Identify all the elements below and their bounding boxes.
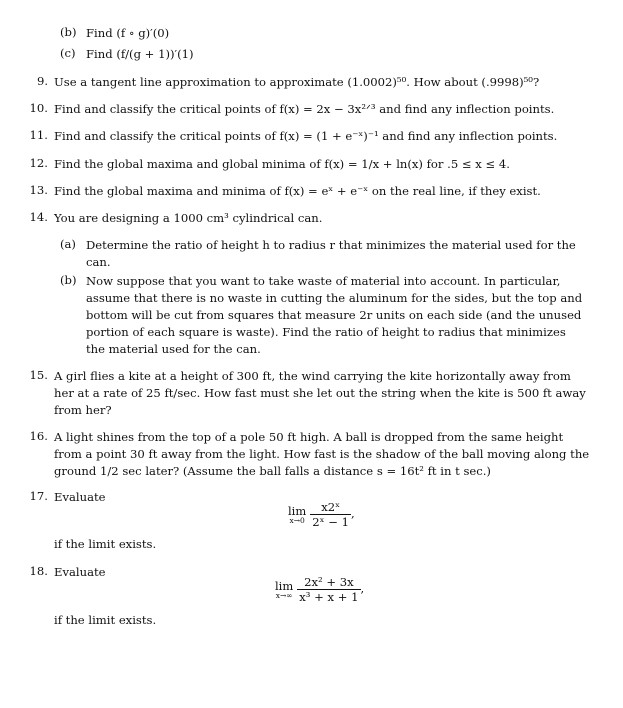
item-text: Use a tangent line approximation to approximate (1.0002)⁵⁰. How about (.9998)⁵⁰? — [54, 75, 540, 89]
lim-subscript: x→0 — [289, 516, 305, 525]
item-label: 14. — [29, 210, 48, 224]
item-text: A girl flies a kite at a height of 300 ft, the wind carrying the kite horizontally away from her at a rate of 25 ft/sec. How fast must she let out the string when the kite is 500 ft away from her? — [54, 369, 586, 417]
item-label: (a) — [60, 237, 76, 251]
item-label: 15. — [29, 368, 48, 382]
lim-word: lim — [288, 504, 307, 518]
item-label: 18. — [29, 564, 48, 578]
lim-operator — [288, 504, 306, 525]
denominator: 2ˣ − 1 — [312, 515, 350, 529]
item-label: 10. — [29, 101, 48, 115]
item-text: Find and classify the critical points of f(x) = (1 + e⁻ˣ)⁻¹ and find any inflection points. — [54, 129, 558, 143]
numerator: x2ˣ — [310, 500, 351, 515]
item-text: Determine the ratio of height h to radius r that minimizes the material used for the can. — [86, 238, 576, 269]
denominator: x³ + x + 1 — [299, 590, 359, 604]
item-text: Now suppose that you want to take waste of material into account. In particular, assume that there is no waste in cutting the aluminum for the sides, but the top and bottom will be cut from squares that measure 2r units on each side (and the unused portion of each square is waste). Find the ratio of height to radius that minimizes the material used for the can. — [86, 274, 583, 356]
item-label: (c) — [60, 46, 76, 60]
limit-expression-17: lim x→0 $\frac{\text{x2ˣ}}{\text{2ˣ − 1}}$ , — [288, 500, 355, 529]
numerator: 2x² + 3x — [297, 575, 360, 590]
fraction — [310, 500, 351, 529]
item-text: Find and classify the critical points of f(x) = 2x − 3x²ᐟ³ and find any inflection points. — [54, 102, 555, 116]
item-label: (b) — [60, 25, 77, 39]
limit-expression-18: lim x→∞ $\frac{\text{2x² + 3x}}{\text{x³ + x + 1}}$ , — [275, 575, 365, 604]
item-label: (b) — [60, 273, 77, 287]
item-label: 16. — [29, 429, 48, 443]
item-text: Find the global maxima and minima of f(x) = eˣ + e⁻ˣ on the real line, if they exist. — [54, 184, 541, 198]
item-text: Evaluate — [54, 565, 106, 579]
item-text: Evaluate — [54, 490, 106, 504]
fraction — [297, 575, 360, 604]
item-text: Find (f/(g + 1))′(1) — [86, 47, 194, 61]
lim-operator — [275, 579, 293, 600]
item-text: A light shines from the top of a pole 50 ft high. A ball is dropped from the same height from a point 30 ft away from the light. How fast is the shadow of the ball moving along the ground 1/2 sec later? (Assume the ball falls a distance s = 16t² ft in t sec.) — [54, 430, 590, 478]
lim-subscript: x→∞ — [275, 591, 293, 600]
item-text: You are designing a 1000 cm³ cylindrical can. — [54, 211, 323, 225]
item-text: Find (f ∘ g)′(0) — [86, 26, 170, 40]
item-text: if the limit exists. — [54, 537, 157, 551]
item-label: 11. — [29, 128, 48, 142]
item-label: 13. — [29, 183, 48, 197]
item-label: 17. — [29, 489, 48, 503]
item-label: 9. — [36, 74, 48, 88]
lim-word: lim — [275, 579, 294, 593]
item-label: 12. — [29, 156, 48, 170]
item-text: if the limit exists. — [54, 613, 157, 627]
item-text: Find the global maxima and global minima of f(x) = 1/x + ln(x) for .5 ≤ x ≤ 4. — [54, 157, 510, 171]
